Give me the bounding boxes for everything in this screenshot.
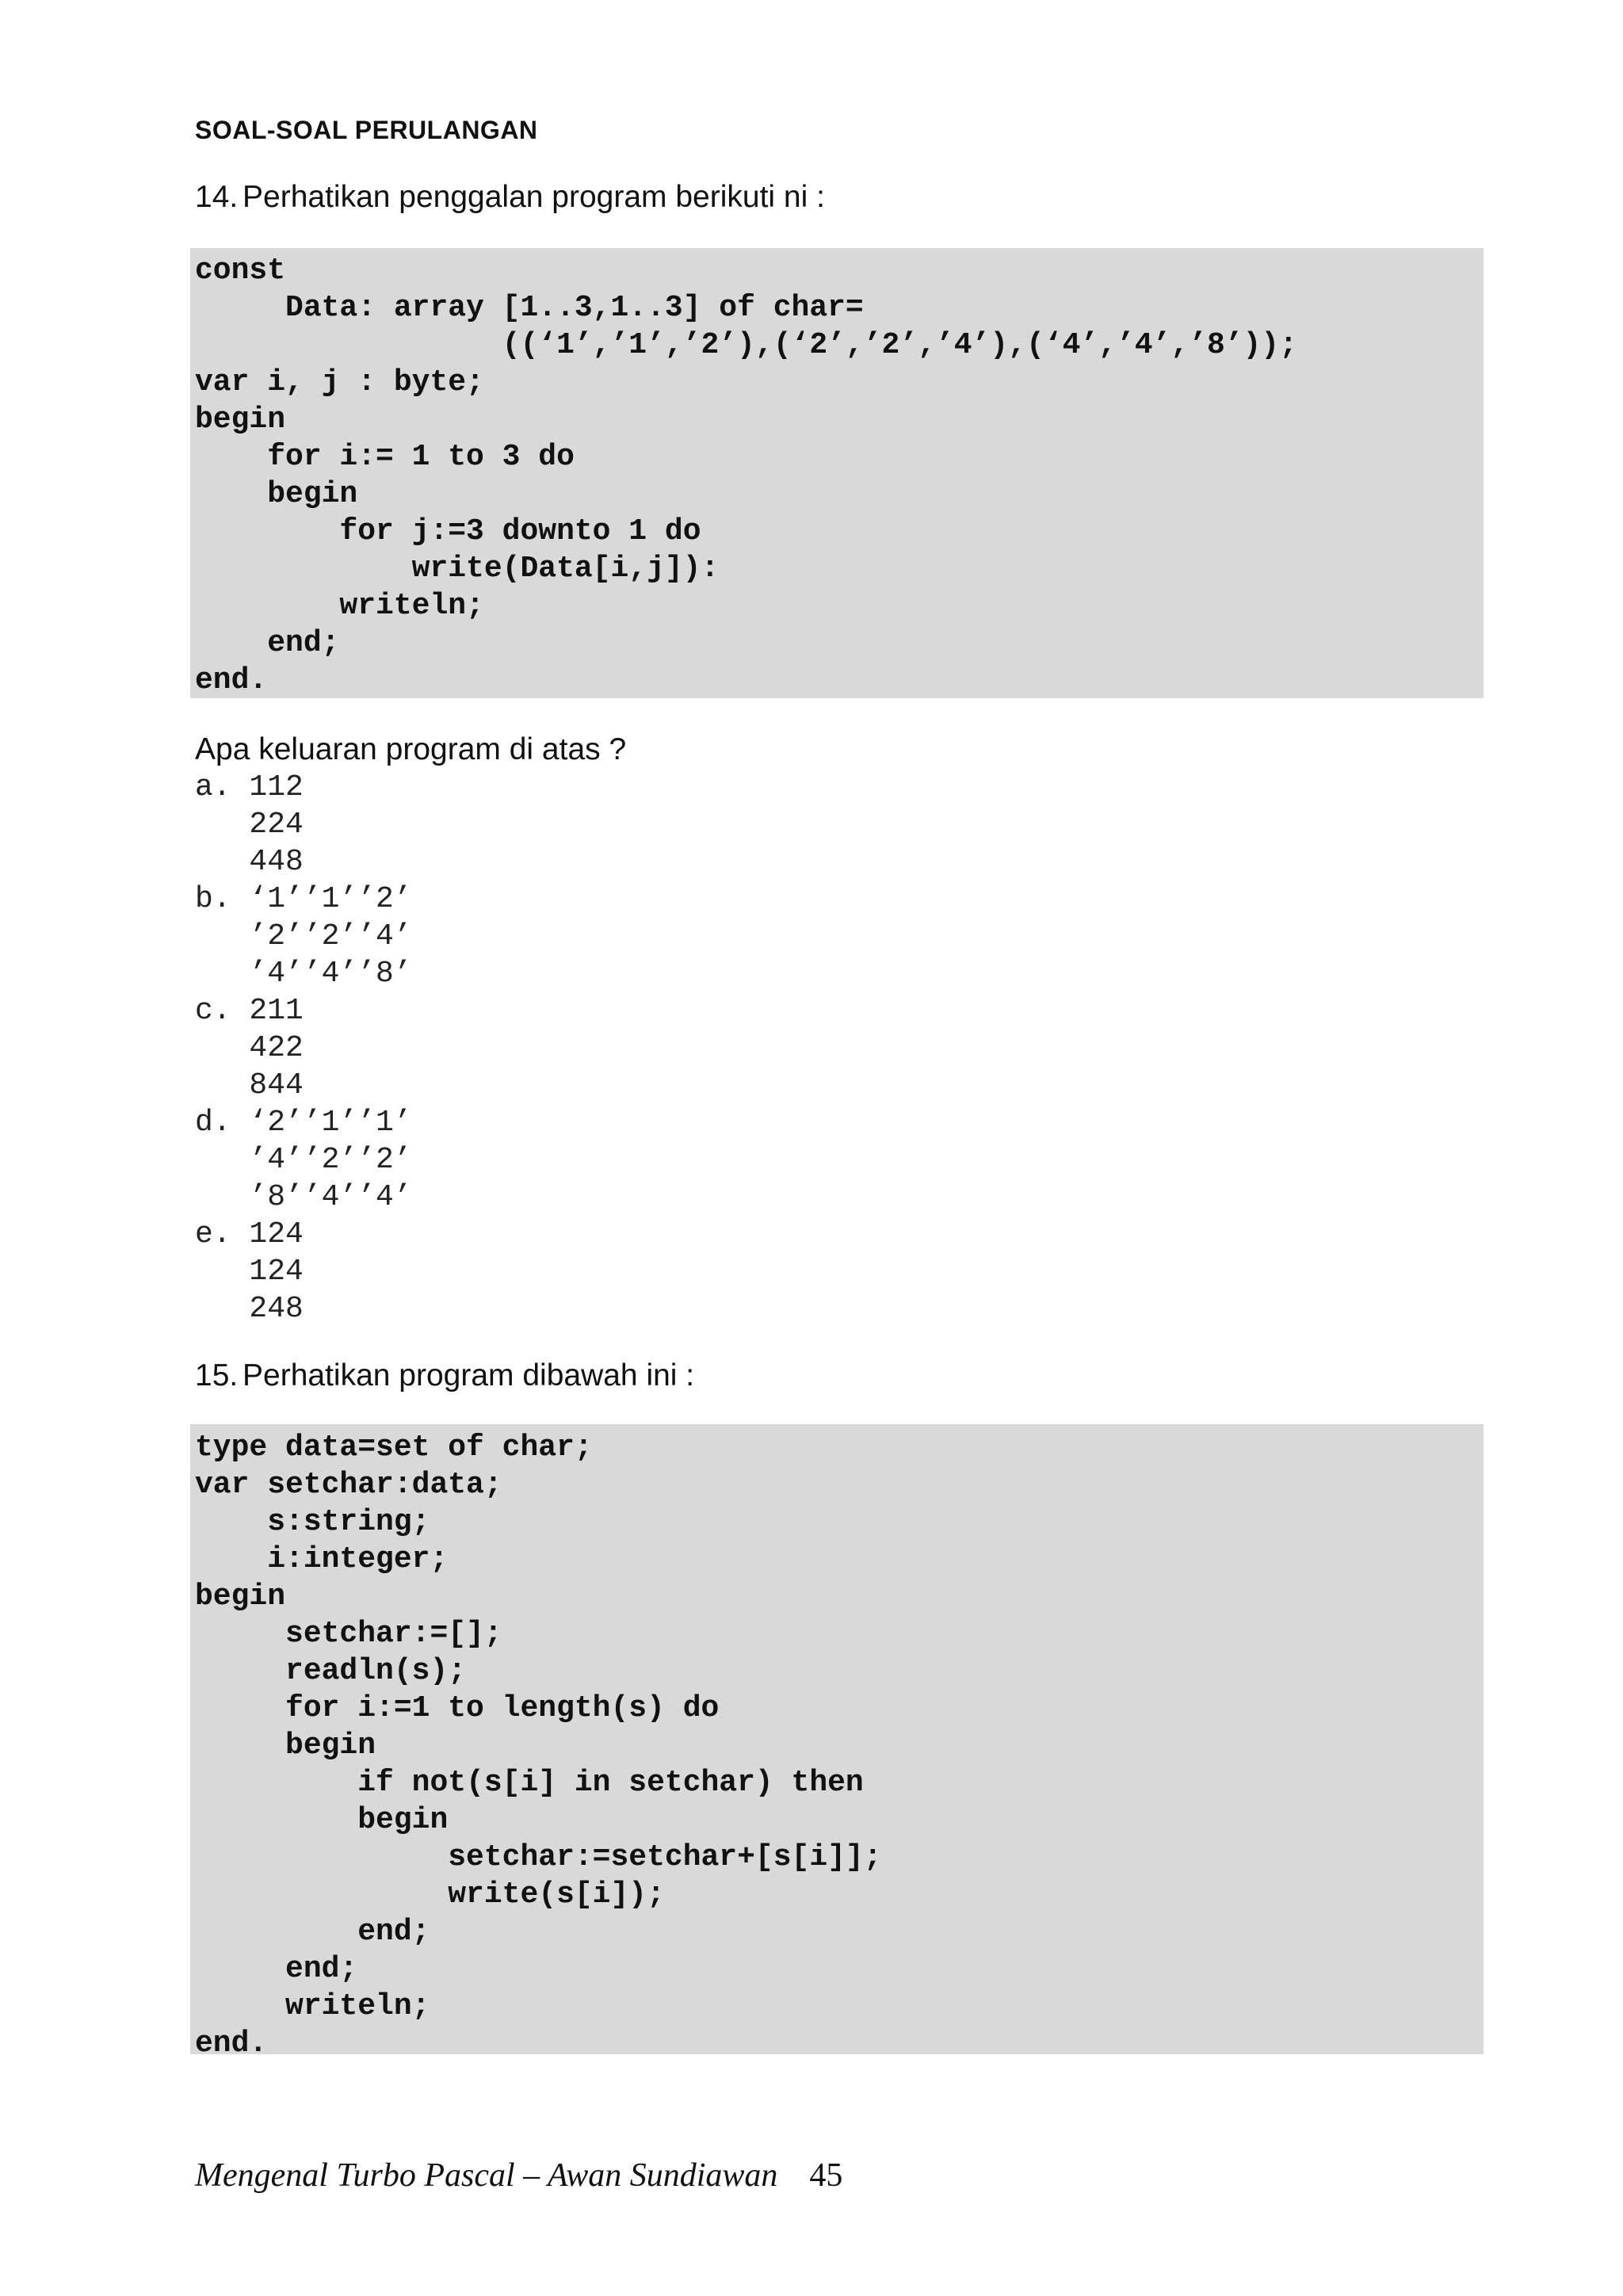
option-line: a. 112: [195, 770, 304, 804]
question-15: [195, 1357, 694, 1395]
option-line: 248: [195, 1292, 304, 1326]
section-title: SOAL-SOAL PERULANGAN: [195, 116, 538, 144]
option-line: 224: [195, 808, 304, 842]
option-line: d. ‘2’’1’’1’: [195, 1106, 412, 1140]
code-line: end;: [195, 1952, 358, 1986]
code-line: end.: [195, 2027, 268, 2061]
page-footer: [195, 2156, 842, 2195]
code-line: type data=set of char;: [195, 1431, 593, 1465]
code-block-15: [190, 1424, 1484, 2061]
option-line: ’2’’2’’4’: [195, 919, 412, 953]
code-line: end;: [195, 626, 340, 660]
code-line: s:string;: [195, 1505, 430, 1539]
code-line: begin: [195, 1580, 286, 1614]
code-line: write(Data[i,j]):: [195, 552, 720, 586]
code-line: for i:= 1 to 3 do: [195, 440, 575, 474]
option-line: e. 124: [195, 1217, 304, 1251]
option-line: 422: [195, 1031, 304, 1065]
code-line: ((‘1’,’1’,’2’),(‘2’,’2’,’4’),(‘4’,’4’,’8’));: [195, 328, 1298, 362]
code-line: begin: [195, 1803, 449, 1837]
code-line: Data: array [1..3,1..3] of char=: [195, 291, 864, 325]
question-14: [195, 178, 825, 216]
code-line: writeln;: [195, 589, 484, 623]
code-line: setchar:=setchar+[s[i]];: [195, 1840, 882, 1874]
code-line: begin: [195, 477, 358, 511]
option-line: 844: [195, 1068, 304, 1102]
question-14-number: 14.: [195, 180, 239, 214]
footer-book-title: Mengenal Turbo Pascal – Awan Sundiawan: [195, 2157, 778, 2194]
code-line: writeln;: [195, 1989, 430, 2023]
option-line: ’4’’2’’2’: [195, 1143, 412, 1177]
code-line: begin: [195, 403, 286, 437]
question-15-number: 15.: [195, 1358, 239, 1392]
code-line: for j:=3 downto 1 do: [195, 514, 701, 548]
question-14-prompt: Apa keluaran program di atas ?: [195, 732, 627, 766]
code-line: write(s[i]);: [195, 1878, 665, 1912]
option-line: ’4’’4’’8’: [195, 957, 412, 991]
code-line: begin: [195, 1729, 376, 1763]
code-line: var setchar:data;: [195, 1468, 502, 1502]
page-number: 45: [809, 2157, 843, 2194]
code-line: end;: [195, 1915, 430, 1949]
option-line: 124: [195, 1255, 304, 1289]
code-line: var i, j : byte;: [195, 365, 484, 399]
answer-options: [195, 769, 412, 1328]
code-line: i:integer;: [195, 1542, 449, 1576]
option-line: 448: [195, 845, 304, 879]
option-line: b. ‘1’’1’’2’: [195, 882, 412, 916]
option-line: ’8’’4’’4’: [195, 1180, 412, 1214]
question-14-text: Perhatikan penggalan program berikuti ni :: [242, 180, 825, 214]
code-line: const: [195, 254, 286, 288]
code-line: setchar:=[];: [195, 1617, 502, 1651]
question-15-text: Perhatikan program dibawah ini :: [242, 1358, 695, 1392]
code-block-14: [190, 248, 1484, 698]
code-line: end.: [195, 663, 268, 697]
code-line: for i:=1 to length(s) do: [195, 1691, 720, 1725]
option-line: c. 211: [195, 994, 304, 1028]
code-line: readln(s);: [195, 1654, 467, 1688]
code-line: if not(s[i] in setchar) then: [195, 1766, 864, 1800]
